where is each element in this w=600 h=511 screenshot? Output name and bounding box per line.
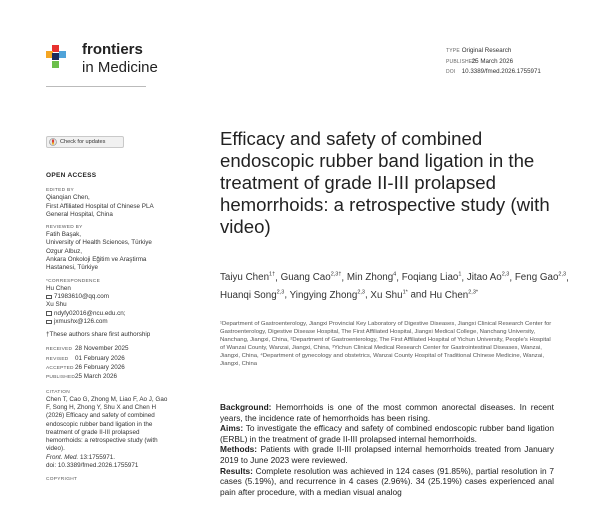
correspondence-block	[46, 278, 206, 326]
type-label: TYPE	[446, 48, 460, 54]
author-affiliation-marker: 2,3	[357, 289, 365, 296]
author-name[interactable]: Hu Chen$^{2,3*}$	[429, 289, 479, 301]
doi-link[interactable]: 10.3389/fmed.2026.1755971	[461, 68, 541, 75]
author-name[interactable]: Feng Gao$^{2,3}$	[514, 272, 567, 284]
corr-name: Xu Shu	[46, 301, 67, 309]
journal-brand[interactable]	[82, 42, 158, 75]
affiliations: ¹Department of Gastroenterology, Jiangxi Provincial Key Laboratory of Digestive Diseases, Jiangxi Clinical Research Center for Gastroenterology, Digestive Disease Hospital, The First Affiliated Hospital, Jiangxi Medical College, Nanchang University, Nanchang, Jiangxi, China, ²Department of Gastroenterology, The First Affiliated Hospital of Yichun University, People's Hospital of Wanzai County, Wanzai, Jiangxi, China, ³Yichun Clinical Medical Research Center for Gastrointestinal Diseases, Wanzai, Jiangxi, China, ⁴Department of gynecology and obstetrics, Wanzai County Hospital of Traditional Chinese Medicine, Wanzai, Jiangxi, China	[220, 321, 552, 367]
author-name[interactable]: Huanqi Song$^{2,3}$	[220, 289, 285, 301]
citation-label: CITATION	[46, 389, 71, 395]
author-name[interactable]: Foqiang Liao$^1$	[401, 272, 462, 284]
author-affiliation-marker: 1†	[269, 272, 276, 278]
abstract-methods	[220, 444, 554, 465]
accepted-label: ACCEPTED	[46, 366, 74, 372]
email-icon	[46, 311, 52, 316]
received-label: RECEIVED	[46, 347, 73, 353]
editor-line: General Hospital, China	[46, 210, 113, 218]
abstract	[220, 402, 554, 497]
citation-text: Chen T, Cao G, Zhong M, Liao F, Ao J, Gao F, Song H, Zhong Y, Shu X and Chen H (2026) Efficacy and safety of combined endoscopic rubber band ligation in the treatment of grade II-III prolapsed hemorrhoids: a retrospective study (with video).	[46, 395, 168, 453]
corr-email[interactable]: ndyfy02016@ncu.edu.cn;	[54, 309, 126, 317]
published-label: PUBLISHED	[446, 58, 477, 65]
open-access-label: OPEN ACCESS	[46, 172, 97, 179]
citation-doi[interactable]: doi: 10.3389/fmed.2026.1755971	[46, 462, 139, 470]
published-date: 25 March 2026	[75, 373, 118, 381]
equal-contribution-note: †These authors share first authorship	[46, 331, 151, 339]
journal-name: in Medicine	[82, 59, 158, 76]
correspondence-label: *CORRESPONDENCE	[46, 278, 101, 284]
reviewed-by-block	[46, 224, 206, 272]
check-updates-icon	[49, 138, 57, 146]
reviewer-line: Fatih Başak,	[46, 231, 81, 239]
reviewer-line: Hastanesi, Türkiye	[46, 264, 99, 272]
check-updates-label: Check for updates	[60, 139, 106, 145]
header-divider	[46, 86, 146, 87]
email-icon	[46, 295, 52, 300]
received-date: 28 November 2025	[75, 345, 129, 353]
doi-label: DOI	[446, 69, 456, 75]
reviewed-by-label: REVIEWED BY	[46, 225, 83, 231]
author-name[interactable]: Guang Cao$^{2,3\dagger}$	[280, 272, 342, 284]
author-affiliation-marker: 2,3*	[468, 289, 479, 296]
background-label: Background:	[220, 402, 272, 412]
article-sidebar	[46, 172, 206, 483]
reviewer-line: University of Health Sciences, Türkiye	[46, 239, 152, 247]
edited-by-label: EDITED BY	[46, 188, 75, 194]
background-text: Hemorrhoids is one of the most common anorectal diseases. In recent years, the incidence rate of hemorrhoids has been rising.	[220, 402, 554, 423]
author-affiliation-marker: 2,3	[501, 272, 510, 278]
brand-name: frontiers	[82, 41, 143, 58]
email-icon	[46, 320, 52, 325]
corr-contact[interactable]	[46, 318, 206, 326]
published-label: PUBLISHED	[46, 375, 75, 381]
citation-journal: Front. Med.	[46, 453, 79, 461]
aims-label: Aims:	[220, 423, 244, 434]
author-affiliation-marker: 2,3	[558, 272, 567, 278]
copyright-label: COPYRIGHT	[46, 477, 78, 483]
corr-email[interactable]: 71983610@qq.com	[54, 292, 110, 300]
author-affiliation-marker: 2,3	[276, 289, 285, 296]
edited-by-block	[46, 187, 206, 219]
frontiers-logo-icon	[46, 45, 66, 69]
author-name[interactable]: Min Zhong$^4$	[346, 272, 397, 284]
methods-text: Patients with grade II-III prolapsed internal hemorrhoids treated from January 2019 to June 2023 were reviewed.	[220, 444, 554, 465]
accepted-date: 26 February 2026	[75, 364, 125, 372]
author-affiliation-marker: 4	[393, 272, 397, 278]
aims-text: To investigate the efficacy and safety of combined endoscopic rubber band ligation (ERBL) in the treatment of grade II-III prolapsed internal hemorrhoids.	[220, 423, 554, 444]
dates-block	[46, 345, 206, 382]
author-name[interactable]: Taiyu Chen$^{1\dagger}$	[220, 272, 276, 284]
results-label: Results:	[220, 465, 253, 476]
editor-line: First Affiliated Hospital of Chinese PLA	[46, 202, 154, 210]
corr-contact[interactable]	[46, 310, 206, 318]
author-affiliation-marker: 1*	[402, 289, 408, 296]
publication-meta	[446, 46, 541, 78]
abstract-results	[220, 466, 554, 498]
abstract-aims	[220, 423, 554, 444]
reviewer-line: Ozgur Albuz,	[46, 247, 83, 255]
reviewer-line: Ankara Onkoloji Eğitim ve Araştirma	[46, 256, 147, 264]
revised-label: REVISED	[46, 356, 69, 362]
methods-label: Methods:	[220, 444, 258, 455]
citation-block	[46, 389, 171, 471]
corr-email[interactable]: jxmushx@126.com	[54, 317, 108, 325]
abstract-background	[220, 402, 554, 423]
corr-contact[interactable]	[46, 293, 206, 301]
published-date: 25 March 2026	[471, 57, 514, 65]
author-affiliation-marker: 1	[458, 272, 462, 278]
revised-date: 01 February 2026	[75, 354, 125, 362]
author-list: Taiyu Chen$^{1\dagger}$, Guang Cao$^{2,3\dagger}$, Min Zhong$^4$, Foqiang Liao$^1$, Jitao Ao$^{2,3}$, Feng Gao$^{2,3}$, Huanqi Song$^{2,3}$, Yingying Zhong$^{2,3}$, Xu Shu$^{1*}$ and Hu Chen$^{2,3*}$	[220, 272, 569, 301]
article-type: Original Research	[461, 47, 512, 54]
article-title: Efficacy and safety of combined endoscopic rubber band ligation in the treatment of grade II-III prolapsed hemorrhoids: a retrospective study (with video)	[220, 128, 550, 237]
citation-volume: 13:1755971.	[78, 453, 115, 461]
author-name[interactable]: Yingying Zhong$^{2,3}$	[289, 289, 365, 301]
author-affiliation-marker: 2,3†	[330, 272, 342, 278]
editor-line: Qianqian Chen,	[46, 194, 90, 202]
author-name[interactable]: Xu Shu$^{1*}$	[370, 289, 408, 301]
author-name[interactable]: Jitao Ao$^{2,3}$	[466, 272, 510, 284]
check-for-updates-button[interactable]	[46, 136, 124, 148]
corr-name: Hu Chen	[46, 284, 71, 292]
results-text: Complete resolution was achieved in 124 cases (91.85%), partial resolution in 7 cases (5.19%), and recurrence in 4 cases (2.96%). 34 (25.19%) cases experienced anal pain after procedure, with a median visual analog	[220, 465, 554, 497]
